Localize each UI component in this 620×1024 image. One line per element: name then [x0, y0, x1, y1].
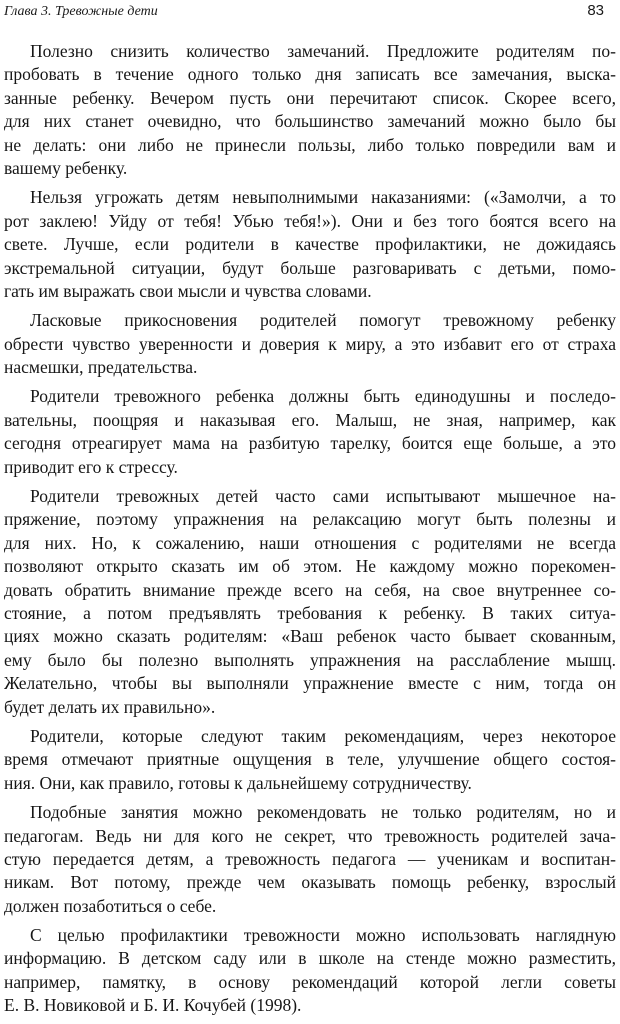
text-line: стую передается детям, а тревожность педагога — ученикам и воспитан- [4, 848, 616, 869]
text-line: Желательно, чтобы вы выполняли упражнение вместе с ним, тогда он [4, 673, 616, 694]
paragraph [4, 924, 616, 1018]
text-line: Подобные занятия можно рекомендовать не только родителям, но и [30, 802, 616, 823]
text-line: позволяют открыто сказать им об этом. Не каждому можно порекомен- [4, 556, 616, 577]
text-line: ему было бы полезно выполнять упражнения на расслабление мышц. [4, 649, 616, 670]
text-line: насмешки, предательства. [4, 357, 198, 378]
text-line: обрести чувство уверенности и доверия к миру, а это избавит его от страха [4, 333, 616, 354]
text-line: например, памятку, в основу рекомендаций которой легли советы [4, 971, 616, 992]
text-line: ния. Они, как правило, готовы к дальнейшему сотрудничеству. [4, 772, 472, 793]
running-head: Глава 3. Тревожные дети [4, 4, 158, 19]
text-line: довать обратить внимание прежде всего на себя, на свое внутреннее со- [4, 579, 616, 600]
page-number: 83 [587, 2, 604, 19]
text-line: пряжение, поэтому упражнения на релаксацию могут быть полезны и [4, 509, 616, 530]
paragraph [4, 801, 616, 918]
text-line: Ласковые прикосновения родителей помогут тревожному ребенку [30, 310, 616, 331]
text-line: рот заклею! Уйду от тебя! Убью тебя!»). Они и без того боятся всего на [4, 210, 616, 231]
text-line: педагогам. Ведь ни для кого не секрет, что тревожность родителей зача- [4, 825, 616, 846]
text-line: Е. В. Новиковой и Б. И. Кочубей (1998). [4, 995, 302, 1016]
paragraph [4, 485, 616, 719]
paragraph [4, 40, 616, 180]
text-line: не делать: они либо не принесли пользы, либо только повредили вам и [4, 134, 616, 155]
text-line: гать им выражать свои мысли и чувства словами. [4, 280, 372, 301]
text-line: информацию. В детском саду или в школе на стенде можно разместить, [4, 948, 616, 969]
text-line: будет делать их правильно». [4, 696, 216, 717]
text-line: Родители тревожных детей часто сами испытывают мышечное на- [30, 486, 616, 507]
text-line: экстремальной ситуации, будут больше разговаривать с детьми, помо- [4, 257, 616, 278]
text-line: для них станет очевидно, что большинство замечаний можно было бы [4, 111, 616, 132]
text-line: сегодня отреагирует мама на разбитую тарелку, боится еще больше, а это [4, 433, 616, 454]
text-line: вательны, поощряя и наказывая его. Малыш, не зная, например, как [4, 409, 616, 430]
text-line: занные ребенку. Вечером пусть они перечитают список. Скорее всего, [4, 87, 616, 108]
body-text [4, 40, 616, 1024]
text-line: циях можно сказать родителям: «Ваш ребенок часто бывает скованным, [4, 626, 616, 647]
text-line: вашему ребенку. [4, 157, 128, 178]
text-line: время отмечают приятные ощущения в теле, улучшение общего состоя- [4, 749, 616, 770]
text-line: для них. Но, к сожалению, наши отношения с родителями не всегда [4, 532, 616, 553]
text-line: С целью профилактики тревожности можно использовать наглядную [30, 925, 616, 946]
text-line: Нельзя угрожать детям невыполнимыми наказаниями: («Замолчи, а то [30, 187, 616, 208]
text-line: пробовать в течение одного только дня записать все замечания, выска- [4, 64, 616, 85]
text-line: Полезно снизить количество замечаний. Предложите родителям по- [30, 41, 616, 61]
text-line: Родители, которые следуют таким рекомендациям, через некоторое [30, 725, 616, 746]
text-line: никам. Вот потому, прежде чем оказывать помощь ребенку, взрослый [4, 872, 616, 893]
text-line: должен позаботиться о себе. [4, 895, 217, 916]
paragraph [4, 725, 616, 795]
text-line: стояние, а потом предъявлять требования к ребенку. В таких ситуа- [4, 602, 616, 623]
text-line: Родители тревожного ребенка должны быть единодушны и последо- [30, 386, 616, 407]
paragraph [4, 309, 616, 379]
text-line: свете. Лучше, если родители в качестве профилактики, не дожидаясь [4, 234, 616, 255]
text-line: приводит его к стрессу. [4, 456, 178, 477]
paragraph [4, 385, 616, 479]
paragraph [4, 186, 616, 303]
